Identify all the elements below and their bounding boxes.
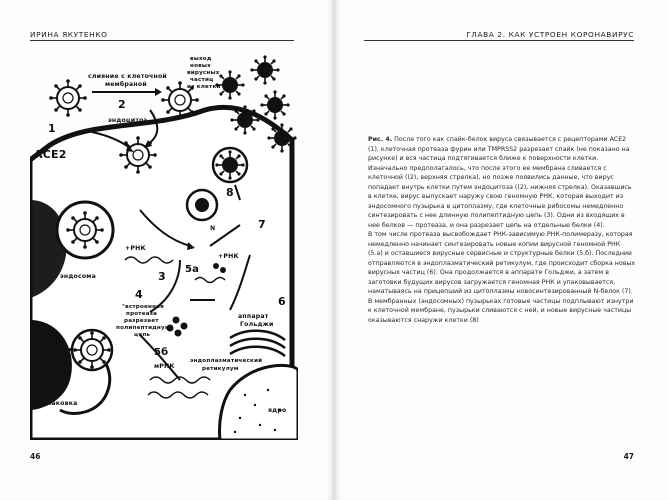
figure-caption	[368, 135, 636, 325]
header-rule	[364, 40, 634, 41]
page-number-right: 47	[623, 452, 634, 461]
label-mrnk: мРНК	[154, 363, 175, 370]
running-head-author: ИРИНА ЯКУТЕНКО	[30, 30, 108, 39]
released-virion	[250, 55, 279, 84]
label-step-4: 4	[135, 288, 143, 301]
label-golgi-2: Гольджи	[240, 321, 274, 328]
header-rule	[30, 40, 294, 41]
label-er-2: ретикулум	[202, 366, 239, 372]
label-n-protein: N	[210, 225, 216, 232]
label-step-8: 8	[226, 186, 234, 199]
label-step-7: 7	[258, 218, 266, 231]
label-step-6: 6	[278, 295, 286, 308]
label-protease-5: цепь	[134, 332, 151, 338]
label-grnk-left: +РНК	[125, 245, 146, 252]
label-endosome: эндосома	[60, 273, 96, 280]
label-endocytosis: эндоцитоз	[108, 117, 148, 124]
caption-paragraph-1	[368, 135, 636, 230]
label-release-4: частиц	[190, 77, 214, 83]
caption-paragraph-2: В том числе протеаза высвобождает РНК-зависимую РНК-полимеразу, которая немедленно начинает синтезировать новые копии вирусной геномной РНК (5.а) и оставшиеся вирусные сервисные и структурные белки (5.б). Последние отправляются в эндоплазматический ретикулум, где происходит сборка новых вирусных частиц (6). Она продолжается в аппарате Гольджи, а затем в заготовки будущих вирусов загружается геномная РНК и упаковывается, наматываясь на прицепший из цитоплазмы новосинтезированный N-белок (7). В мембранных (эндосомных) пузырьках готовые частицы подплывают изнутри к клеточной мембране, пузырьки сливаются с ней, и новые вирусные частицы оказываются снаружи клетки (8)	[368, 231, 636, 324]
label-ace2: ACE2	[34, 148, 67, 161]
label-protease-3: разрезает	[124, 318, 159, 324]
label-step-5b: 5б	[154, 347, 169, 358]
label-step-2: 2	[118, 98, 126, 111]
label-protease-1: "встроенная	[122, 304, 164, 310]
label-protease-4: полипептидную	[116, 325, 171, 331]
label-fusion-top: слияние с клеточной	[88, 73, 167, 80]
label-step-5a: 5а	[185, 264, 200, 275]
label-er-1: эндоплазматический	[190, 358, 263, 364]
label-grnk-right: +РНК	[218, 253, 239, 260]
running-head-chapter: ГЛАВА 2. КАК УСТРОЕН КОРОНАВИРУС	[466, 30, 634, 39]
label-step-3: 3	[158, 270, 166, 283]
label-golgi-1: аппарат	[238, 313, 269, 320]
label-protease-2: протеаза	[126, 311, 158, 317]
label-step-1: 1	[48, 122, 56, 135]
caption-label: Рис. 4.	[368, 136, 393, 143]
nucleus-label: ядро	[268, 407, 287, 414]
label-release-1: выход	[190, 56, 212, 62]
figure-coronavirus-lifecycle	[30, 50, 298, 440]
label-unpacking: распаковка	[34, 400, 78, 407]
caption-text-1: После того как спайк-белок вируса связывается с рецепторами ACE2 (1), клеточная протеаза фурин или TMPRSS2 разрезает спайк (не показано на рисунке) и вся частица подтягивается ближе к поверхности клетки. Изначально предполагалось, что после этого ее мембрана сливается с клеточной ((2), верхняя стрелка), но позже появились данные, что вирус попадает внутрь клетки путем эндоцитоза ((2), нижняя стрелка). Оказавшись в клетке, вирус выпускает наружу свою геномную РНК, которая выходит из эндосомного пузырька в цитоплазму, где клеточные рибосомы немедленно синтезировать с нее длинную полипептидную цепь (3). Одни из входящих в нее белков — протеаза, и она разрезает цепь на отдельные белки (4).	[368, 136, 632, 229]
virion-outside	[49, 79, 87, 117]
label-release-3: вирусных	[187, 70, 220, 76]
label-release-5: из клетки	[187, 84, 221, 90]
page-number-left: 46	[30, 452, 41, 461]
label-release-2: новых	[190, 63, 211, 69]
released-virion	[260, 90, 289, 119]
label-fusion-bottom: мембраной	[105, 81, 147, 88]
